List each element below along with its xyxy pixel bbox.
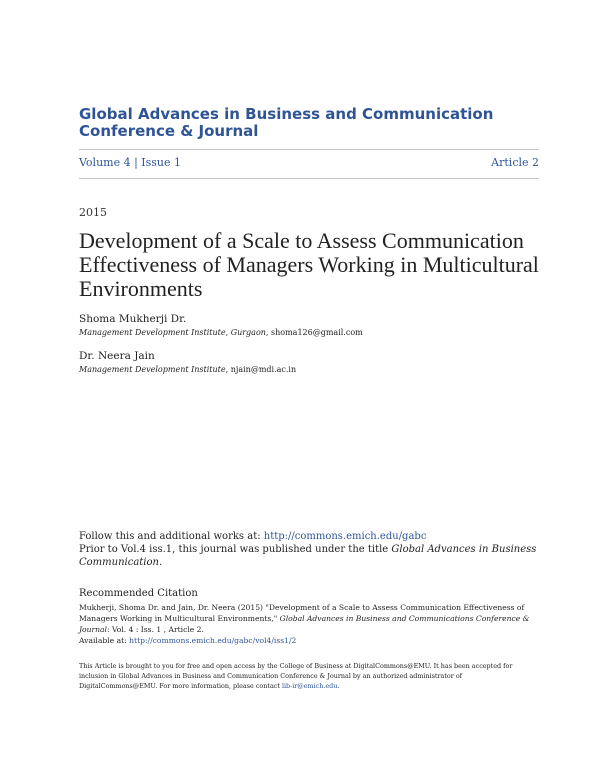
prior-journal-title: Global Advances in Business Communication. xyxy=(79,544,537,568)
article-number-link[interactable]: Article 2 xyxy=(491,156,539,169)
author-email: njain@mdi.ac.in xyxy=(230,365,297,374)
bottom-divider xyxy=(79,178,539,179)
available-text: Available at: xyxy=(79,636,130,645)
prior-text: Prior to Vol.4 iss.1, this journal was published under the title xyxy=(79,544,392,555)
journal-title[interactable]: Global Advances in Business and Communication Conference & Journal xyxy=(79,105,494,140)
volume-issue-link[interactable]: Volume 4 | Issue 1 xyxy=(79,156,182,169)
collection-link[interactable]: http://commons.emich.edu/gabc xyxy=(263,531,427,542)
follow-block xyxy=(79,530,549,569)
citation-text xyxy=(79,602,539,646)
author-name: Shoma Mukherji Dr. xyxy=(79,313,187,325)
author-email: shoma126@gmail.com xyxy=(271,328,363,337)
follow-text: Follow this and additional works at: xyxy=(79,531,264,542)
affiliation-name: Management Development Institute xyxy=(79,365,226,374)
publication-year: 2015 xyxy=(79,206,107,219)
author-affiliation: Management Development Institute, njain@mdi.ac.in xyxy=(79,365,297,374)
author-affiliation: Management Development Institute, Gurgaon, shoma126@gmail.com xyxy=(79,328,363,337)
top-divider xyxy=(79,149,539,150)
notice-end: . xyxy=(337,682,340,690)
open-access-notice xyxy=(79,661,539,691)
article-title: Development of a Scale to Assess Communication Effectiveness of Managers Working in Multicultural Environments xyxy=(79,228,539,301)
contact-email-link[interactable]: lib-ir@emich.edu xyxy=(281,682,338,690)
volume-bar xyxy=(79,156,539,169)
affiliation-name: Management Development Institute, Gurgaon xyxy=(79,328,266,337)
notice-text: This Article is brought to you for free and open access by the College of Business at DigitalCommons@EMU. It has been accepted for inclusion in Global Advances in Business and Communication Conference & Journal by an authorized administrator of DigitalCommons@EMU. For more information, please contact xyxy=(79,662,513,690)
citation-heading: Recommended Citation xyxy=(79,588,198,599)
citation-volume: : Vol. 4 : Iss. 1 , Article 2. xyxy=(106,625,204,634)
citation-authors: Mukherji, Shoma Dr. and Jain, Dr. Neera (2015) "Development of a Scale to Assess Communication Effectiveness of Managers Working in Multicultural Environments," xyxy=(79,603,525,623)
article-link[interactable]: http://commons.emich.edu/gabc/vol4/iss1/2 xyxy=(129,636,297,645)
author-name: Dr. Neera Jain xyxy=(79,350,155,362)
citation-journal: Global Advances in Business and Communications Conference & Journal xyxy=(79,614,530,634)
